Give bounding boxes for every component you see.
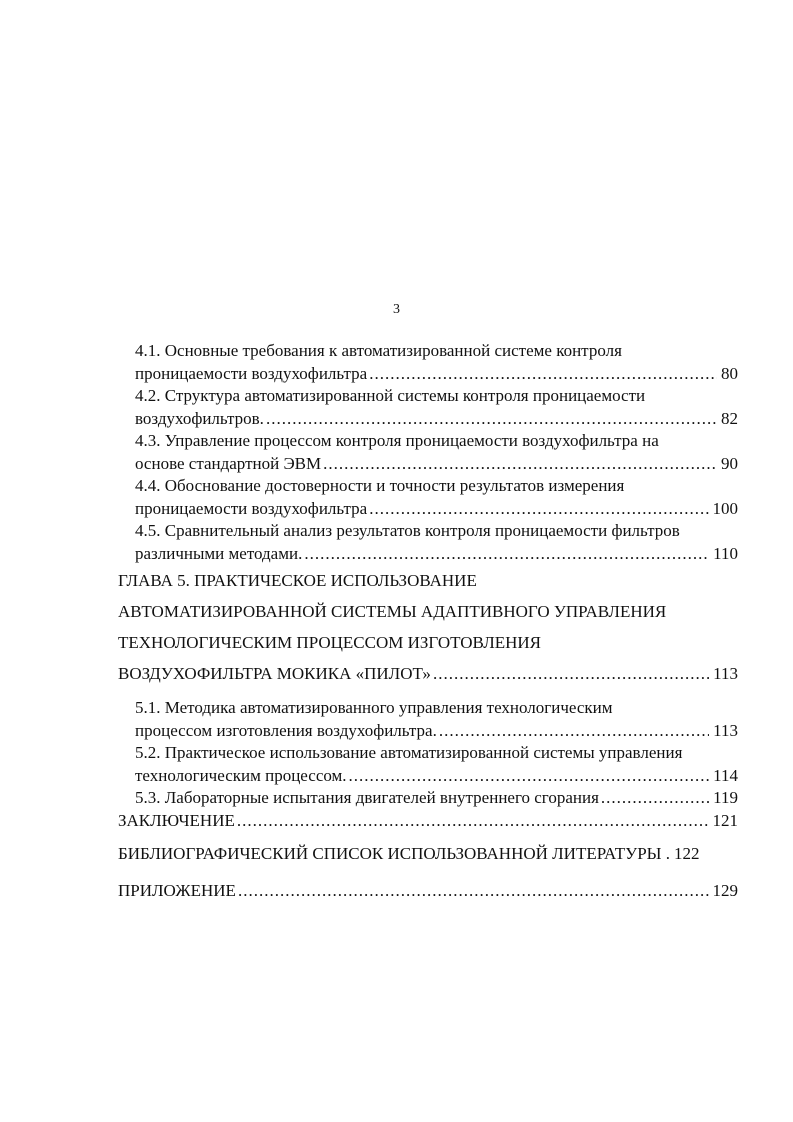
toc-page-number: 113: [713, 720, 738, 740]
toc-page-number: 121: [712, 810, 738, 830]
chapter-title-line: ТЕХНОЛОГИЧЕСКИМ ПРОЦЕССОМ ИЗГОТОВЛЕНИЯ: [118, 633, 542, 652]
toc-entry-conclusion[interactable]: [118, 810, 738, 833]
toc-page-number: 110: [713, 543, 738, 563]
dot-leader: [323, 453, 717, 476]
toc-page-number: 119: [713, 788, 738, 807]
chapter-title-line: ВОЗДУХОФИЛЬТРА МОКИКА «ПИЛОТ»: [118, 664, 431, 683]
toc-entry-4-5[interactable]: [118, 520, 738, 565]
toc-entry-title: 4.2. Структура автоматизированной системы контроля проницаемости: [135, 386, 646, 405]
toc-entry-title-cont: различными методами.: [135, 543, 303, 563]
toc-entry-title: ЗАКЛЮЧЕНИЕ: [118, 810, 235, 830]
toc-entry-title: 5.3. Лабораторные испытания двигателей внутреннего сгорания: [135, 788, 599, 807]
dot-leader: [304, 543, 709, 566]
dot-leader: [433, 658, 709, 689]
toc-entry-4-2[interactable]: [118, 385, 738, 430]
toc-entry-title-cont: проницаемости воздухофильтра: [135, 363, 368, 383]
toc-entry-title-cont: воздухофильтров.: [135, 408, 264, 428]
toc-entry-appendix[interactable]: [118, 875, 738, 906]
toc-entry-title: 4.1. Основные требования к автоматизированной системе контроля: [135, 341, 622, 360]
toc-page-number: 113: [713, 664, 738, 683]
toc-page-number: 80: [721, 363, 738, 383]
toc-page-number: 100: [712, 498, 738, 518]
toc-page-number: 122: [674, 844, 700, 863]
toc-entry-title-cont: процессом изготовления воздухофильтра.: [135, 720, 437, 740]
dot-leader: [439, 720, 709, 743]
toc-entry-5-3[interactable]: [118, 787, 738, 810]
toc-page-number: 82: [721, 408, 738, 428]
toc-entry-title-cont: технологическим процессом.: [135, 765, 347, 785]
toc-page-number: 129: [712, 881, 738, 900]
chapter-title-line: АВТОМАТИЗИРОВАННОЙ СИСТЕМЫ АДАПТИВНОГО УПРАВЛЕНИЯ: [118, 602, 667, 621]
dot-leader: [349, 765, 710, 788]
dot-leader: [369, 363, 717, 386]
page-number: 3: [393, 302, 400, 317]
dot-leader: [266, 408, 717, 431]
toc-entry-5-1[interactable]: [118, 697, 738, 742]
toc-entry-title-cont: основе стандартной ЭВМ: [135, 453, 322, 473]
toc-entry-title: 5.2. Практическое использование автоматизированной системы управления: [135, 743, 683, 762]
toc-entry-4-1[interactable]: [118, 340, 738, 385]
toc-entry-5-2[interactable]: [118, 742, 738, 787]
toc-entry-title: 4.5. Сравнительный анализ результатов контроля проницаемости фильтров: [135, 521, 680, 540]
toc-entry-title: ПРИЛОЖЕНИЕ: [118, 881, 236, 900]
chapter-title-line: ГЛАВА 5. ПРАКТИЧЕСКОЕ ИСПОЛЬЗОВАНИЕ: [118, 571, 477, 590]
toc-entry-4-3[interactable]: [118, 430, 738, 475]
toc-page-number: 114: [713, 765, 738, 785]
dot-leader: [601, 787, 709, 810]
toc-entry-title-cont: проницаемости воздухофильтра: [135, 498, 368, 518]
dot-leader: [238, 875, 709, 906]
toc-entry-title: БИБЛИОГРАФИЧЕСКИЙ СПИСОК ИСПОЛЬЗОВАННОЙ ЛИТЕРАТУРЫ .: [118, 844, 670, 863]
toc-entry-title: 4.3. Управление процессом контроля проницаемости воздухофильтра на: [135, 431, 659, 450]
toc-entry-4-4[interactable]: [118, 475, 738, 520]
toc-entry-title: 5.1. Методика автоматизированного управления технологическим: [135, 698, 613, 717]
table-of-contents: [118, 340, 738, 906]
dot-leader: [237, 810, 709, 833]
toc-entry-title: 4.4. Обоснование достоверности и точности результатов измерения: [135, 476, 625, 495]
toc-entry-bibliography[interactable]: [118, 838, 738, 869]
toc-entry-chapter-5[interactable]: [118, 565, 738, 689]
toc-page-number: 90: [721, 453, 738, 473]
dot-leader: [369, 498, 708, 521]
